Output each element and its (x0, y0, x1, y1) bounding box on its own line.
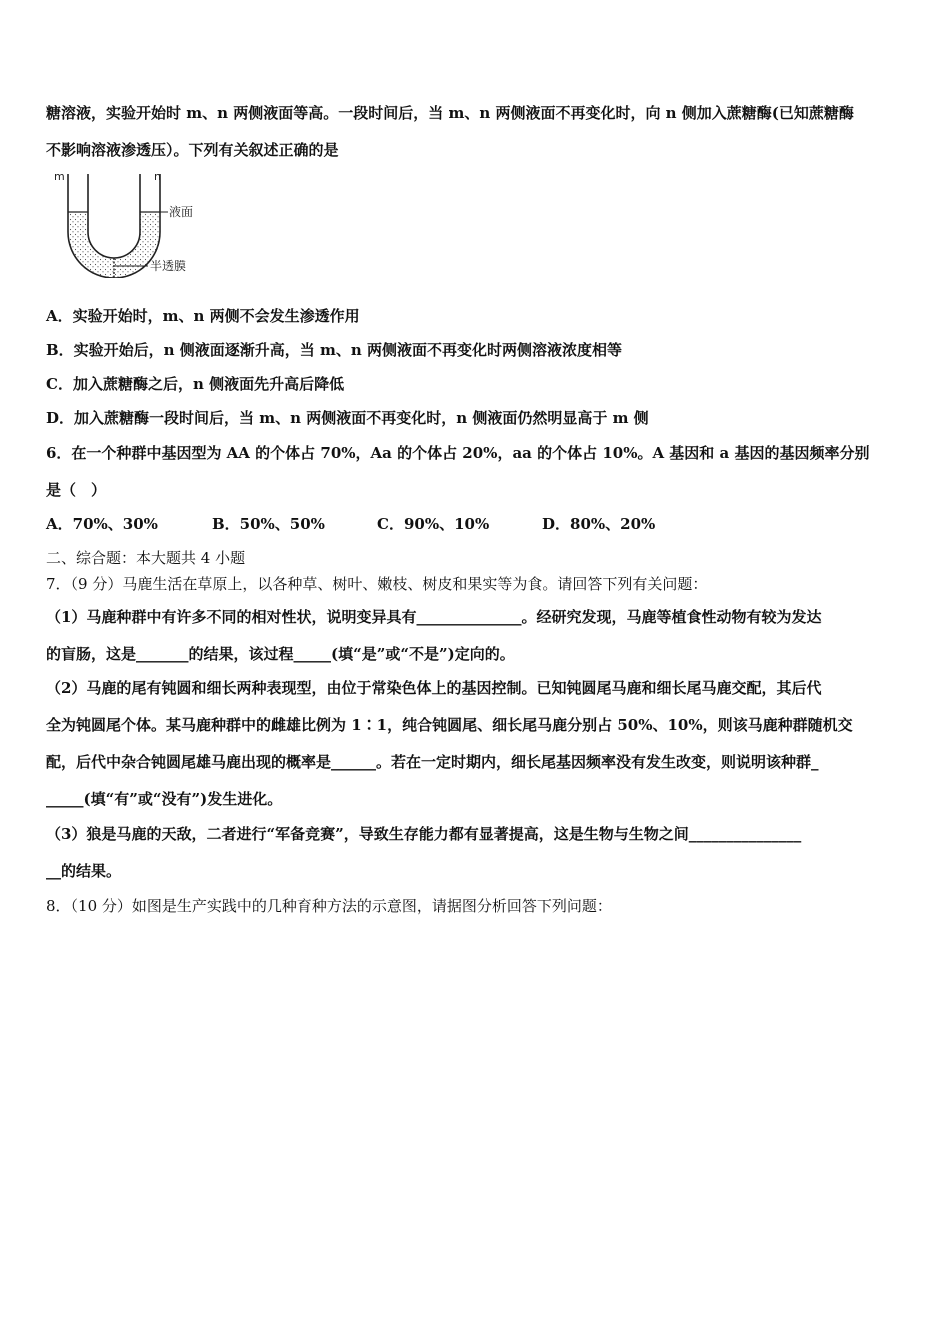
u-tube-inner-wall (88, 174, 140, 258)
q6-option-a: A．70%、30% (46, 515, 158, 533)
u-tube-liquid (68, 212, 160, 278)
q8-stem: 8．（10 分）如图是生产实践中的几种育种方法的示意图，请据图分析回答下列问题： (46, 897, 612, 915)
q5-option-c: C．加入蔗糖酶之后，n 侧液面先升高后降低 (46, 375, 345, 393)
q7-part2-line-4: _____(填“有”或“没有”)发生进化。 (46, 790, 283, 808)
q5-stem-line-2: 不影响溶液渗透压）。下列有关叙述正确的是 (46, 141, 339, 159)
label-membrane: 半透膜 (150, 259, 187, 273)
q6-option-c: C．90%、10% (377, 515, 490, 533)
label-m: m (54, 170, 65, 183)
q7-part1-line-1: （1）马鹿种群中有许多不同的相对性状，说明变异具有______________。经研究发现，马鹿等植食性动物有较为发达 (46, 608, 822, 626)
q5-option-b: B．实验开始后，n 侧液面逐渐升高，当 m、n 两侧液面不再变化时两侧溶液浓度相等 (46, 341, 623, 359)
q6-options-row (46, 514, 746, 534)
q7-part2-line-1: （2）马鹿的尾有钝圆和细长两种表现型，由位于常染色体上的基因控制。已知钝圆尾马鹿和细长尾马鹿交配，其后代 (46, 679, 822, 697)
q5-option-d: D．加入蔗糖酶一段时间后，当 m、n 两侧液面不再变化时，n 侧液面仍然明显高于 m 侧 (46, 409, 649, 427)
q6-option-b: B．50%、50% (212, 515, 325, 533)
q6-option-d: D．80%、20% (542, 515, 656, 533)
q6-stem-line-1: 6．在一个种群中基因型为 AA 的个体占 70%，Aa 的个体占 20%，aa 的个体占 10%。A 基因和 a 基因的基因频率分别 (46, 444, 870, 462)
q5-stem-line-1: 糖溶液，实验开始时 m、n 两侧液面等高。一段时间后，当 m、n 两侧液面不再变化时，向 n 侧加入蔗糖酶(已知蔗糖酶 (46, 104, 854, 122)
q7-stem: 7．（9 分）马鹿生活在草原上，以各种草、树叶、嫩枝、树皮和果实等为食。请回答下列有关问题： (46, 575, 708, 593)
q7-part2-line-2: 全为钝圆尾个体。某马鹿种群中的雌雄比例为 1∶1，纯合钝圆尾、细长尾马鹿分别占 50%、10%，则该马鹿种群随机交 (46, 716, 853, 734)
q7-part1-line-2: 的盲肠，这是_______的结果，该过程_____(填“是”或“不是”)定向的。 (46, 645, 515, 663)
q5-option-a: A．实验开始时，m、n 两侧不会发生渗透作用 (46, 307, 360, 325)
label-n: n (154, 170, 161, 183)
q6-stem-line-2: 是（ ） (46, 481, 107, 499)
q7-part3-line-2: __的结果。 (46, 862, 122, 880)
q7-part3-line-1: （3）狼是马鹿的天敌，二者进行“军备竞赛”，导致生存能力都有显著提高，这是生物与生物之间_______________ (46, 825, 802, 843)
q7-part2-line-3: 配，后代中杂合钝圆尾雄马鹿出现的概率是______。若在一定时期内，细长尾基因频率没有发生改变，则说明该种群_ (46, 753, 819, 771)
section-2-heading: 二、综合题：本大题共 4 小题 (46, 549, 246, 567)
label-surface: 液面 (169, 205, 194, 219)
u-tube-osmosis-figure (44, 168, 224, 278)
